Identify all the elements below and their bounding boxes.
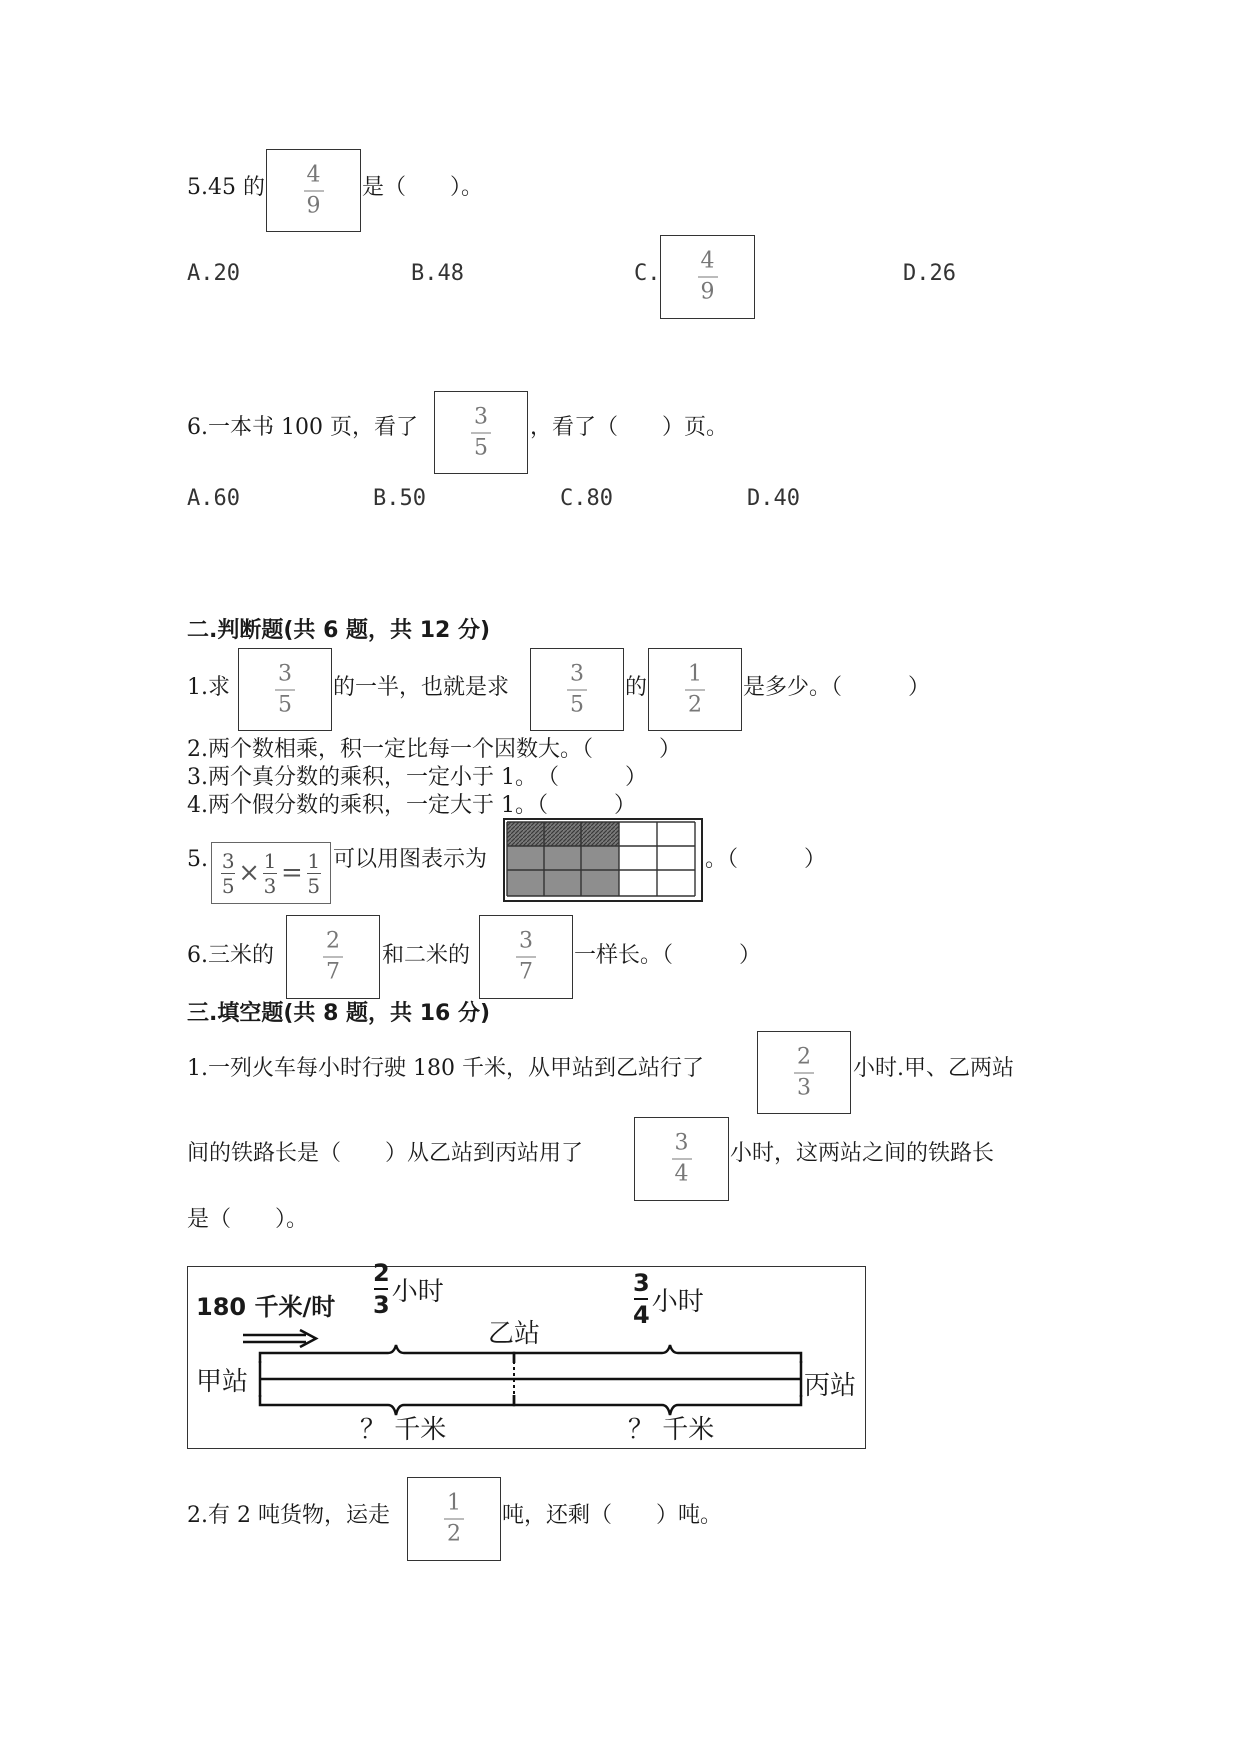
f2-text-2: 吨，还剩（ ）吨。	[502, 1503, 723, 1528]
f1-line2-end: 小时，这两站之间的铁路长	[730, 1141, 995, 1166]
section2-title: 二.判断题(共 6 题，共 12 分)	[187, 618, 491, 643]
j1-fraction-1: 3 5	[238, 648, 332, 731]
distance1-label: ？ 千米	[360, 1415, 447, 1445]
judge-item-3: 3.两个真分数的乘积，一定小于 1。 （ ）	[187, 765, 647, 790]
j1-text-1: 1.求	[187, 675, 230, 700]
q5-option-c-fraction[interactable]: 4 9	[660, 235, 755, 319]
j6-fraction-2: 3 7	[479, 915, 573, 999]
distance2-label: ？ 千米	[628, 1415, 715, 1445]
station-b-label: 乙站	[488, 1319, 541, 1349]
time1-label: 2 3 小时	[373, 1259, 444, 1319]
j5-grid-figure	[503, 818, 703, 902]
j6-fraction-1: 2 7	[286, 915, 380, 999]
q5-fraction-image: 4 9	[266, 149, 361, 232]
q6-option-d[interactable]: D.40	[747, 486, 800, 511]
j1-fraction-3: 1 2	[648, 648, 742, 731]
train-diagram	[187, 1259, 866, 1449]
section3-title: 三.填空题(共 8 题，共 16 分)	[187, 1001, 491, 1026]
q6-option-c[interactable]: C.80	[560, 486, 613, 511]
q6-option-a[interactable]: A.60	[187, 486, 240, 511]
j1-fraction-2: 3 5	[530, 648, 624, 731]
j6-text-2: 和二米的	[382, 943, 471, 968]
f2-fraction: 1 2	[407, 1477, 501, 1561]
q6-stem-suffix: ，看了（ ）页。	[530, 415, 729, 440]
q6-fraction-image: 3 5	[434, 391, 528, 474]
judge-item-2: 2.两个数相乘，积一定比每一个因数大。（ ）	[187, 737, 681, 762]
j5-text-1: 5.	[187, 847, 208, 872]
f1-fraction-2: 3 4	[634, 1117, 729, 1201]
time2-label: 3 4 小时	[633, 1269, 704, 1329]
q5-stem-prefix: 5.45 的	[187, 175, 265, 200]
q6-stem-prefix: 6.一本书 100 页，看了	[187, 415, 418, 440]
q5-option-d[interactable]: D.26	[903, 261, 956, 286]
j1-text-3: 的	[625, 675, 648, 700]
j5-text-3: 。（ ）	[705, 847, 827, 872]
speed-label: 180 千米/时	[196, 1293, 336, 1321]
station-a-label: 甲站	[196, 1367, 249, 1397]
q6-option-b[interactable]: B.50	[373, 486, 426, 511]
f1-fraction-1: 2 3	[757, 1031, 851, 1114]
q5-option-b[interactable]: B.48	[411, 261, 464, 286]
f1-line1-end: 小时.甲、乙两站	[853, 1056, 1014, 1081]
station-c-label: 丙站	[804, 1371, 857, 1401]
j6-text-1: 6.三米的	[187, 943, 274, 968]
j1-text-2: 的一半，也就是求	[333, 675, 510, 700]
f2-text-1: 2.有 2 吨货物，运走	[187, 1503, 390, 1528]
f1-line3: 是（ ）。	[187, 1207, 309, 1232]
j6-text-3: 一样长。（ ）	[574, 943, 762, 968]
j1-text-4: 是多少。（ ）	[743, 675, 931, 700]
f1-line2: 间的铁路长是（ ）从乙站到丙站用了	[187, 1141, 584, 1166]
j5-equation-image: 3 5 × 1 3 = 1 5	[211, 842, 331, 904]
judge-item-4: 4.两个假分数的乘积，一定大于 1。（ ）	[187, 793, 636, 818]
f1-line1: 1.一列火车每小时行驶 180 千米，从甲站到乙站行了	[187, 1056, 704, 1081]
q5-option-a[interactable]: A.20	[187, 261, 240, 286]
j5-text-2: 可以用图表示为	[333, 847, 488, 872]
q5-stem-suffix: 是（ ）。	[362, 175, 484, 200]
q5-option-c-label[interactable]: C.	[634, 261, 661, 286]
